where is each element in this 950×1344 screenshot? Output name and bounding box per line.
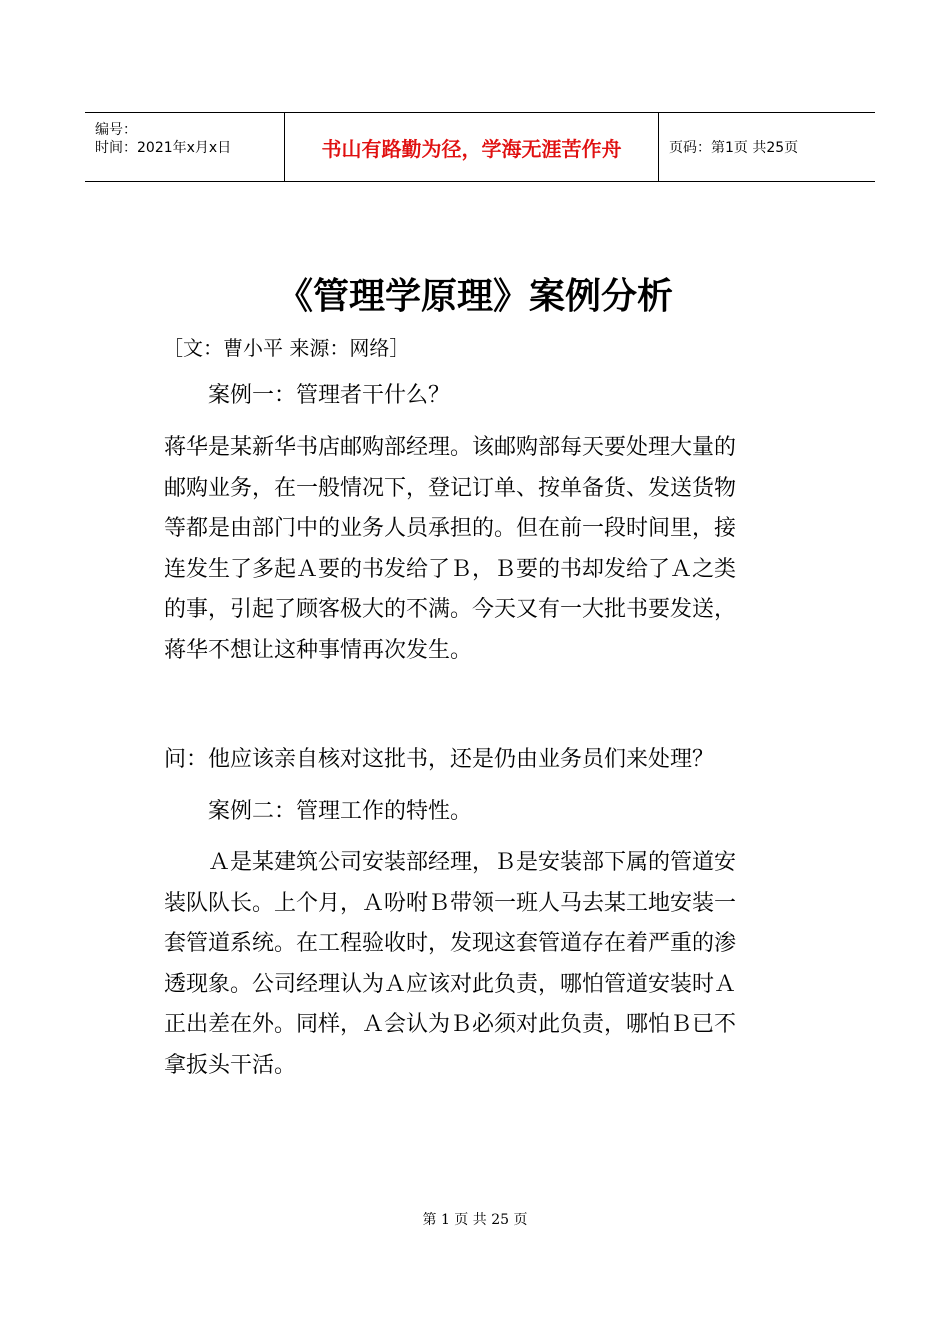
- text-line: 蒋华是某新华书店邮购部经理。该邮购部每天要处理大量的: [164, 435, 737, 460]
- text-line: Ａ是某建筑公司安装部经理，Ｂ是安装部下属的管道安: [208, 850, 737, 875]
- motto: 书山有路勤为径，学海无涯苦作舟: [285, 113, 659, 181]
- case1-heading: 案例一：管理者干什么？: [208, 383, 451, 408]
- case2-body: [164, 843, 788, 1086]
- header-left-cell: [85, 113, 285, 181]
- text-line: 透现象。公司经理认为Ａ应该对此负责，哪怕管道安装时Ａ: [164, 971, 737, 997]
- text-line: 套管道系统。在工程验收时，发现这套管道存在着严重的渗: [164, 931, 737, 956]
- document-source: ［文：曹小平 来源：网络］: [163, 336, 410, 360]
- case1-question: 问：他应该亲自核对这批书，还是仍由业务员们来处理？: [164, 747, 715, 772]
- date-label: 时间：2021年x月x日: [95, 140, 232, 156]
- text-line: 正出差在外。同样，Ａ会认为Ｂ必须对此负责，哪怕Ｂ已不: [164, 1012, 737, 1037]
- text-line: 等都是由部门中的业务人员承担的。但在前一段时间里，接: [164, 516, 737, 541]
- text-line: 蒋华不想让这种事情再次发生。: [164, 637, 473, 663]
- text-line: 装队队长。上个月，Ａ吩咐Ｂ带领一班人马去某工地安装一: [164, 890, 737, 916]
- page-info: 页码：第1页 共25页: [669, 140, 799, 156]
- text-line: 连发生了多起Ａ要的书发给了Ｂ，Ｂ要的书却发给了Ａ之类: [164, 556, 737, 582]
- case1-body: [164, 428, 788, 671]
- text-line: 的事，引起了顾客极大的不满。今天又有一大批书要发送，: [164, 597, 737, 622]
- page-footer: 第 1 页 共 25 页: [422, 1212, 528, 1228]
- number-label: 编号：: [95, 122, 137, 138]
- text-line: 邮购业务，在一般情况下，登记订单、按单备货、发送货物: [164, 475, 737, 501]
- header-table: [85, 112, 875, 182]
- text-line: 拿扳头干活。: [164, 1052, 297, 1078]
- document-title: 《管理学原理》案例分析: [276, 276, 673, 317]
- case2-heading: 案例二：管理工作的特性。: [208, 799, 473, 824]
